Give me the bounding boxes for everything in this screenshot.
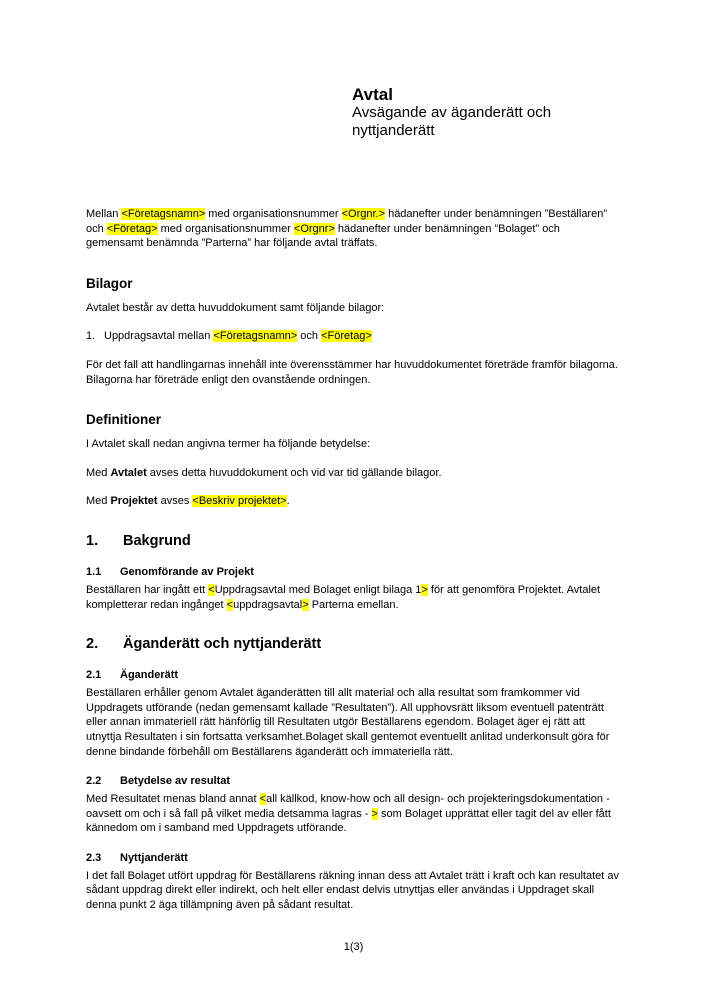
heading-number: 2. [86, 636, 99, 653]
text-run: för att genomföra Projektet. Avtalet kompletterar redan ingånget [86, 583, 601, 611]
text-run: . [286, 495, 290, 508]
defined-term: Avtalet [110, 466, 147, 479]
page-number: 1(3) [343, 941, 364, 953]
text-run: Beställaren erhåller genom Avtalet äganderätten till allt material och alla resultat som framkommer vid Uppdragets utförande (nedan gemensamt kallade ”Resultaten”). All upphovsrätt liksom eventuell patenträtt eller annan immateriell rätt hänförlig till Resultaten utgör Beställarens egendom. Bolaget äger ej rätt att utnyttja Resultaten i sin fortsatta verksamhet.Bolaget skall gentemot eventuellt anlitad underkonsult göra för denne bindande förbehåll om Beställarens äganderätt och immateriella rätt. [86, 687, 610, 758]
numbered-heading [86, 533, 620, 550]
numbered-subheading [86, 851, 620, 865]
highlighted-placeholder: <Orgnr.> [341, 208, 386, 220]
heading-number: 2.3 [86, 851, 102, 864]
text-run: För det fall att handlingarnas innehåll inte överensstämmer har huvuddokumentet företräde framför bilagorna. Bilagorna har företräde enligt den ovanstående ordningen. [86, 358, 618, 386]
highlighted-placeholder: > [421, 583, 428, 596]
heading-text: Äganderätt [120, 669, 179, 682]
heading-text: Nyttjanderätt [120, 851, 188, 864]
section-heading: Bilagor [86, 275, 133, 291]
document-subtitle: Avsägande av äganderätt och nyttjanderätt [352, 104, 552, 139]
heading-number: 1.1 [86, 565, 102, 578]
text-run: Med [86, 466, 111, 479]
text-run: Uppdragsavtal med Bolaget enligt bilaga 1 [214, 583, 422, 596]
paragraph [86, 207, 620, 251]
paragraph [86, 466, 620, 481]
numbered-subheading [86, 565, 620, 579]
heading-text: Äganderätt och nyttjanderätt [123, 636, 322, 653]
title-block [352, 85, 592, 140]
document-body [86, 207, 620, 927]
text-run: hädanefter under benämningen ”Beställaren” och [86, 208, 607, 235]
paragraph [86, 437, 620, 452]
highlighted-placeholder: <Företag> [106, 222, 158, 235]
text-run: med organisationsnummer [157, 222, 294, 235]
text-run: avses [157, 495, 193, 508]
text-run: I Avtalet skall nedan angivna termer ha följande betydelse: [86, 438, 371, 451]
paragraph [86, 792, 620, 836]
list-number: 1. [86, 330, 96, 343]
paragraph [86, 686, 620, 759]
numbered-subheading [86, 774, 620, 788]
highlighted-placeholder: <Företagsnamn> [213, 330, 298, 343]
numbered-heading [86, 636, 620, 653]
highlighted-placeholder: <Beskriv projektet> [192, 495, 287, 508]
text-run: och [297, 330, 322, 343]
paragraph [86, 494, 620, 509]
text-run: Med [86, 495, 111, 508]
text-run: avses detta huvuddokument och vid var tid gällande bilagor. [146, 466, 442, 479]
text-run: Mellan [86, 208, 122, 220]
defined-term: Projektet [110, 495, 158, 508]
paragraph [86, 869, 620, 913]
text-run: uppdragsavtal [233, 598, 303, 611]
paragraph [86, 301, 620, 316]
text-run: Uppdragsavtal mellan [104, 330, 214, 343]
section-heading: Definitioner [86, 412, 162, 428]
heading-text: Bakgrund [123, 532, 191, 549]
text-run: Beställaren har ingått ett [86, 583, 209, 596]
highlighted-placeholder: <Företag> [321, 330, 372, 343]
paragraph [86, 358, 620, 387]
heading-number: 1. [86, 532, 99, 549]
heading-number: 2.2 [86, 775, 102, 788]
heading-text: Betydelse av resultat [120, 775, 231, 788]
heading-number: 2.1 [86, 669, 102, 682]
text-run: I det fall Bolaget utfört uppdrag för Beställarens räkning innan dess att Avtalet trätt i kraft och kan resultatet av sådant uppdrag direkt eller indirekt, och helt eller endast delvis utnyttjas eller användas i Uppdraget skall denna punkt 2 äga tillämpning även på sådant resultat. [86, 869, 619, 912]
highlighted-placeholder: <Orgnr> [293, 222, 335, 235]
highlighted-placeholder: < [208, 583, 215, 596]
list-item [86, 329, 620, 344]
text-run: all källkod, know-how och all design- och projekteringsdokumentation - oavsett om och i så fall på vilket media detsamma lagras - [86, 793, 610, 820]
text-run: med organisationsnummer [205, 208, 342, 220]
highlighted-placeholder: > [302, 598, 309, 611]
text-run: Parterna emellan. [308, 598, 399, 611]
text-run: Avtalet består av detta huvuddokument samt följande bilagor: [86, 301, 385, 314]
paragraph [86, 583, 620, 612]
highlighted-placeholder: > [371, 807, 378, 820]
text-run: hädanefter under benämningen ”Bolaget” och gemensamt benämnda ”Parterna” har följande avtal träffats. [86, 222, 560, 250]
highlighted-placeholder: < [259, 793, 267, 806]
text-run: Med Resultatet menas bland annat [86, 793, 260, 806]
highlighted-placeholder: < [226, 598, 234, 611]
highlighted-placeholder: <Företagsnamn> [121, 208, 206, 220]
numbered-subheading [86, 668, 620, 682]
text-run: som Bolaget upprättat eller tagit del av eller fått kännedom om i samband med Uppdragets utförande. [86, 807, 611, 835]
heading-text: Genomförande av Projekt [120, 565, 254, 578]
document-title: Avtal [352, 85, 393, 104]
